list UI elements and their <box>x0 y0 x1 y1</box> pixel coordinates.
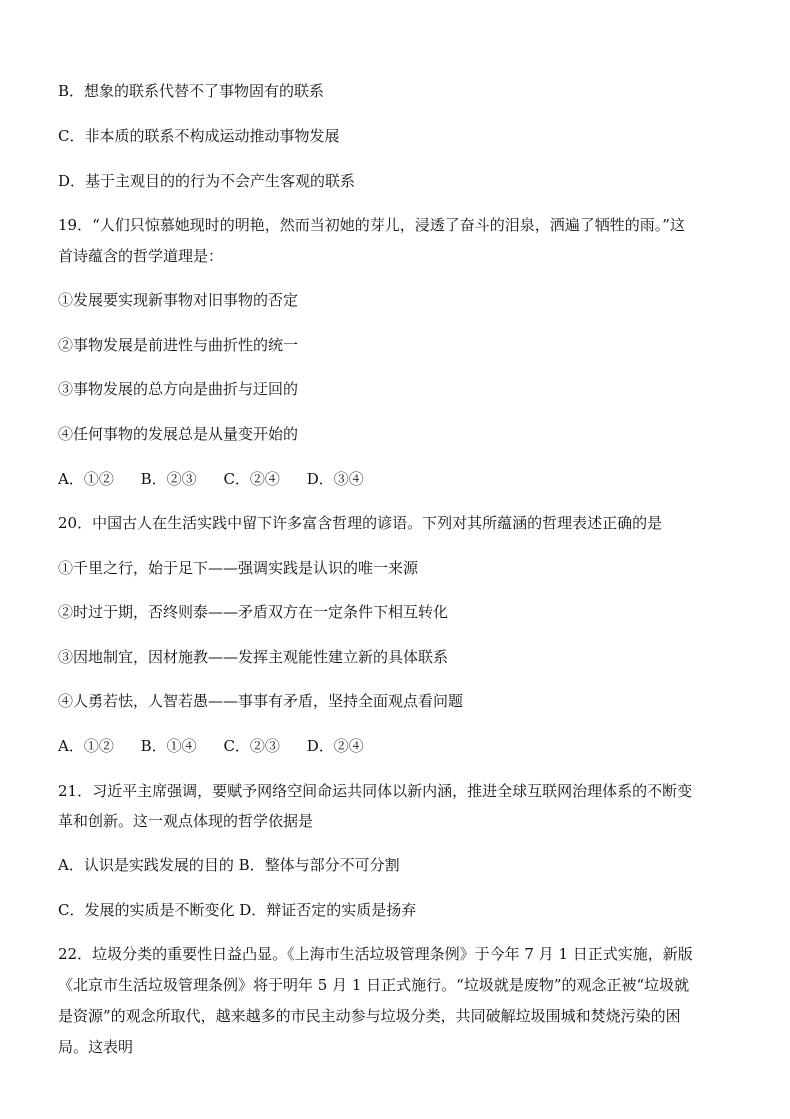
q19-statement-4: ④任何事物的发展总是从量变开始的 <box>58 425 299 443</box>
q19-statement-1: ①发展要实现新事物对旧事物的否定 <box>58 291 299 309</box>
q20-stem: 20．中国古人在生活实践中留下许多富含哲理的谚语。下列对其所蕴涵的哲理表述正确的是 <box>58 514 663 532</box>
q20-statement-3: ③因地制宜，因材施教——发挥主观能性建立新的具体联系 <box>58 648 449 666</box>
q19-statement-3: ③事物发展的总方向是曲折与迂回的 <box>58 380 299 398</box>
q22-stem-line-4: 局。这表明 <box>58 1038 134 1056</box>
q19-option-c: C．②④ <box>223 470 280 488</box>
q19-option-a: A．①② <box>58 470 114 488</box>
q20-statement-4: ④人勇若怯，人智若愚——事事有矛盾，坚持全面观点看问题 <box>58 692 464 710</box>
q20-option-c: C．②③ <box>223 737 280 755</box>
q18-option-b: B．想象的联系代替不了事物固有的联系 <box>58 82 325 100</box>
q19-options <box>58 468 748 490</box>
q21-options-ab: A．认识是实践发展的目的 B．整体与部分不可分割 <box>58 856 400 874</box>
q18-option-d: D．基于主观目的的行为不会产生客观的联系 <box>58 172 356 190</box>
q20-option-a: A．①② <box>58 737 114 755</box>
q19-option-b: B．②③ <box>140 470 197 488</box>
q20-statement-2: ②时过于期，否终则泰——矛盾双方在一定条件下相互转化 <box>58 603 449 621</box>
q20-option-b: B．①④ <box>140 737 197 755</box>
q19-stem-line-1: 19．“人们只惊慕她现时的明艳，然而当初她的芽儿，浸透了奋斗的泪泉，洒遍了牺牲的雨。”这 <box>58 216 685 234</box>
q21-options-cd: C．发展的实质是不断变化 D．辩证否定的实质是扬弃 <box>58 901 417 919</box>
q21-stem-line-1: 21．习近平主席强调，要赋予网络空间命运共同体以新内涵，推进全球互联网治理体系的不断变 <box>58 782 693 800</box>
q20-statement-1: ①千里之行，始于足下——强调实践是认识的唯一来源 <box>58 559 419 577</box>
q22-stem-line-3: 是资源”的观念所取代，越来越多的市民主动参与垃圾分类，共同破解垃圾围城和焚烧污染的困 <box>58 1007 681 1025</box>
q20-option-d: D．②④ <box>306 737 364 755</box>
q19-statement-2: ②事物发展是前进性与曲折性的统一 <box>58 336 299 354</box>
q18-option-c: C．非本质的联系不构成运动推动事物发展 <box>58 127 340 145</box>
q19-stem-line-2: 首诗蕴含的哲学道理是： <box>58 247 224 265</box>
q22-stem-line-2: 《北京市生活垃圾管理条例》将于明年 5 月 1 日正式施行。“垃圾就是废物”的观念正被“垃圾就 <box>58 976 690 994</box>
q21-stem-line-2: 革和创新。这一观点体现的哲学依据是 <box>58 812 314 830</box>
q20-options <box>58 735 748 757</box>
q22-stem-line-1: 22．垃圾分类的重要性日益凸显。《上海市生活垃圾管理条例》于今年 7 月 1 日正式实施，新版 <box>58 945 693 963</box>
q19-option-d: D．③④ <box>306 470 364 488</box>
